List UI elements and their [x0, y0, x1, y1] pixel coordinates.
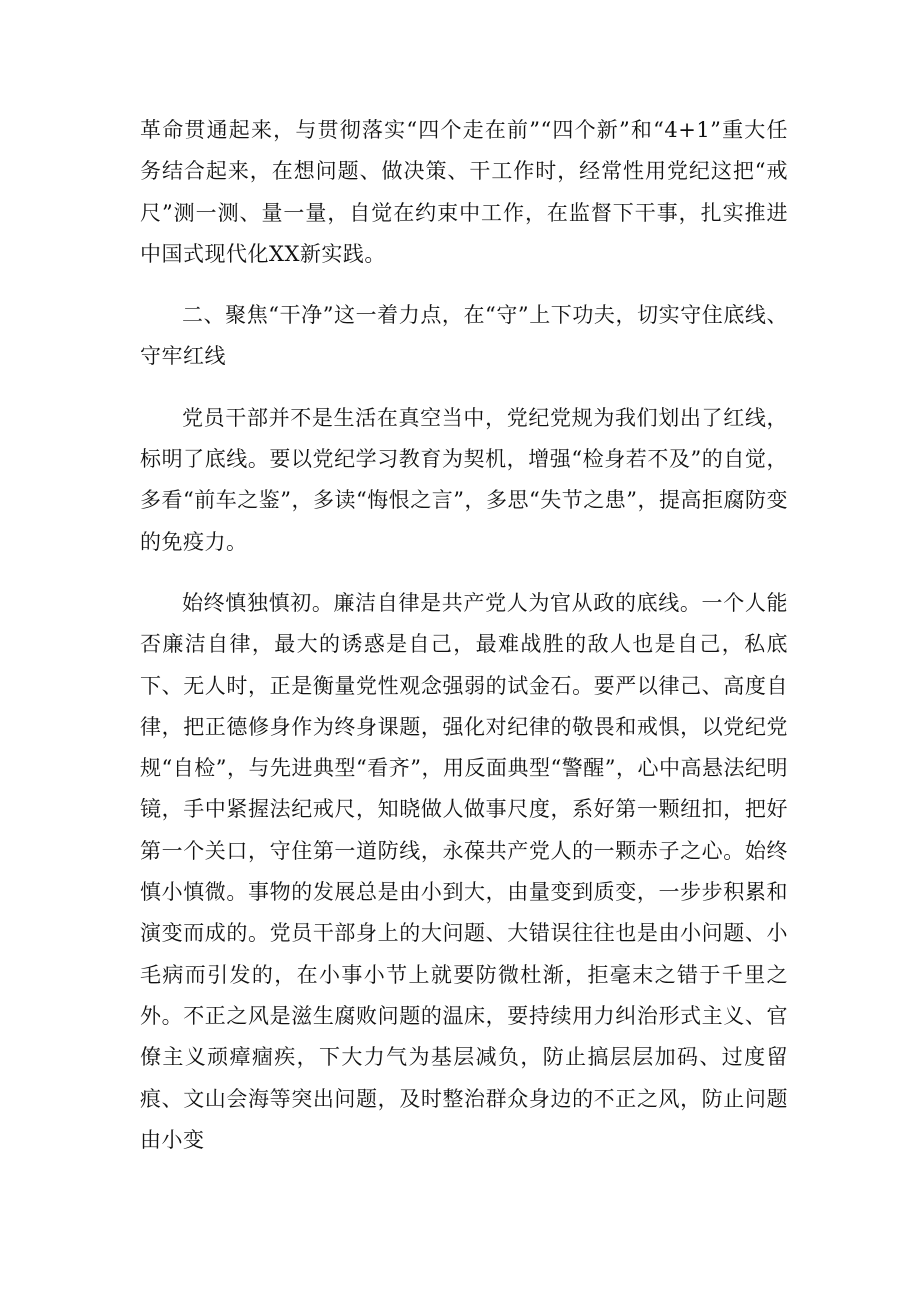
- paragraph-continued: 革命贯通起来，与贯彻落实“四个走在前”“四个新”和“4+1”重大任务结合起来，在想问题、做决策、干工作时，经常性用党纪这把“戒尺”测一测、量一量，自觉在约束中工作，在监督下干事，扎实推进中国式现代化XX新实践。: [140, 118, 788, 266]
- paragraph: 始终慎独慎初。廉洁自律是共产党人为官从政的底线。一个人能否廉洁自律，最大的诱惑是自己，最难战胜的敌人也是自己，私底下、无人时，正是衡量党性观念强弱的试金石。要严以律己、高度自律，把正德修身作为终身课题，强化对纪律的敬畏和戒惧，以党纪党规“自检”，与先进典型“看齐”，用反面典型“警醒”，心中高悬法纪明镜，手中紧握法纪戒尺，知晓做人做事尺度，系好第一颗纽扣，把好第一个关口，守住第一道防线，永葆共产党人的一颗赤子之心。始终慎小慎微。事物的发展总是由小到大，由量变到质变，一步步积累和演变而成的。党员干部身上的大问题、大错误往往也是由小问题、小毛病而引发的，在小事小节上就要防微杜渐，拒毫末之错于千里之外。不正之风是滋生腐败问题的温床，要持续用力纠治形式主义、官僚主义顽瘴痼疾，下大力气为基层减负，防止搞层层加码、过度留痕、文山会海等突出问题，及时整治群众身边的不正之风，防止问题由小变: [140, 590, 788, 1152]
- document-body: [140, 110, 788, 1161]
- section-heading: 二、聚焦“干净”这一着力点，在“守”上下功夫，切实守住底线、守牢红线: [140, 303, 788, 369]
- paragraph: 党员干部并不是生活在真空当中，党纪党规为我们划出了红线，标明了底线。要以党纪学习教育为契机，增强“检身若不及”的自觉，多看“前车之鉴”，多读“悔恨之言”，多思“失节之患”，提高拒腐防变的免疫力。: [140, 405, 788, 554]
